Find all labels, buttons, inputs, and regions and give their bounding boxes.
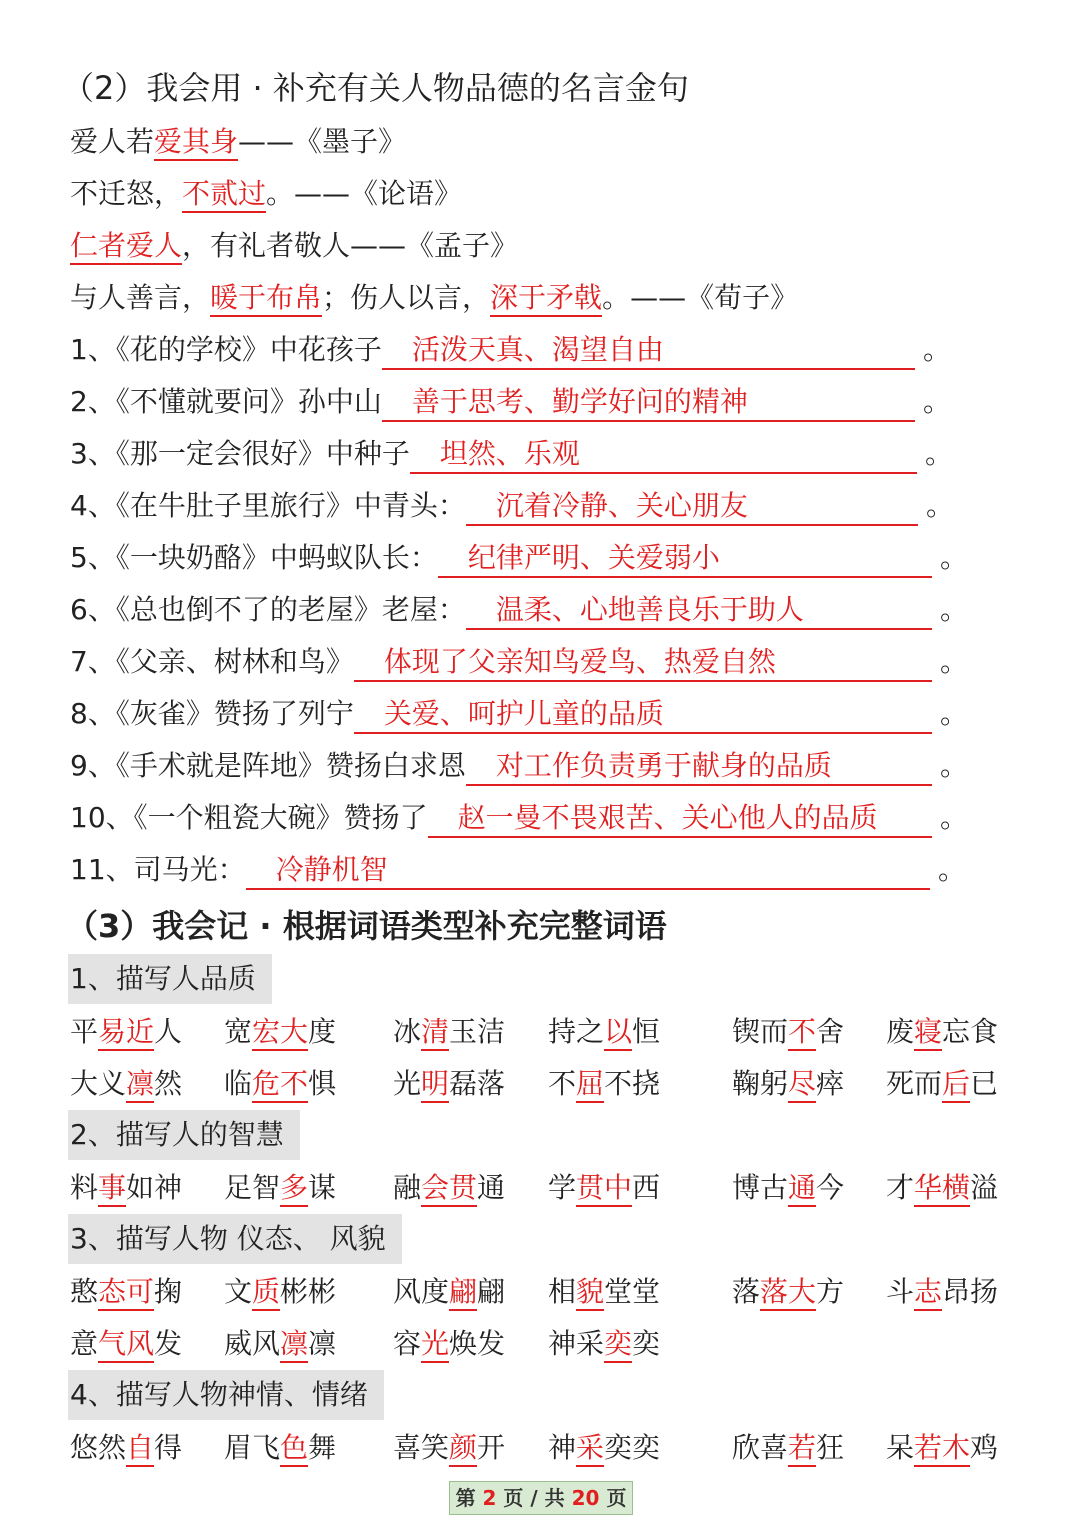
idiom-answer: 宏大 bbox=[252, 1015, 308, 1051]
item-answer: 沉着冷静、关心朋友 bbox=[466, 486, 918, 526]
idiom-given: 舞 bbox=[308, 1431, 337, 1464]
idiom-answer: 气风 bbox=[98, 1327, 154, 1363]
idiom-given: 呆 bbox=[886, 1431, 915, 1464]
idiom-answer: 寝 bbox=[914, 1015, 942, 1051]
period: 。 bbox=[940, 541, 969, 574]
idiom bbox=[393, 1168, 505, 1208]
idiom-given: 玉洁 bbox=[449, 1015, 506, 1048]
idiom-answer: 翩 bbox=[449, 1275, 477, 1311]
idiom bbox=[393, 1064, 505, 1104]
period: 。 bbox=[940, 801, 969, 834]
idiom-given: 堂堂 bbox=[604, 1275, 661, 1308]
idiom-answer: 凛 bbox=[280, 1327, 308, 1363]
item-prompt: 2、《不懂就要问》孙中山 bbox=[70, 385, 382, 418]
idiom-given: 掬 bbox=[154, 1275, 183, 1308]
fill-in-item bbox=[70, 746, 968, 786]
item-prompt: 8、《灰雀》赞扬了列宁 bbox=[70, 697, 354, 730]
idiom-answer: 志 bbox=[914, 1275, 942, 1311]
idiom-given: 光 bbox=[393, 1067, 422, 1100]
idiom-given: 舍 bbox=[816, 1015, 845, 1048]
idiom bbox=[548, 1272, 660, 1312]
idiom-answer: 采 bbox=[576, 1431, 604, 1467]
idiom-given: 大义 bbox=[70, 1067, 127, 1100]
idiom-given: 如神 bbox=[126, 1171, 183, 1204]
idiom bbox=[70, 1012, 182, 1052]
idiom bbox=[393, 1272, 505, 1312]
idiom-given: 彬彬 bbox=[280, 1275, 337, 1308]
idiom-answer: 若 bbox=[788, 1431, 816, 1467]
idiom-answer: 会贯 bbox=[421, 1171, 477, 1207]
idiom-given: 临 bbox=[224, 1067, 253, 1100]
idiom-given: 持之 bbox=[548, 1015, 605, 1048]
idiom-given: 溢 bbox=[970, 1171, 999, 1204]
idiom-given: 奕 bbox=[632, 1327, 661, 1360]
period: 。 bbox=[938, 853, 967, 886]
idiom-given: 憨 bbox=[70, 1275, 99, 1308]
idiom-answer: 尽 bbox=[788, 1067, 816, 1103]
idiom-answer: 态可 bbox=[98, 1275, 154, 1311]
group-header: 2、描写人的智慧 bbox=[68, 1110, 300, 1160]
idiom-given: 奕奕 bbox=[604, 1431, 661, 1464]
item-prompt: 10、《一个粗瓷大碗》赞扬了 bbox=[70, 801, 428, 834]
period: 。 bbox=[923, 333, 952, 366]
idiom-given: 不挠 bbox=[604, 1067, 661, 1100]
idiom-given: 翩 bbox=[477, 1275, 506, 1308]
idiom-answer: 以 bbox=[604, 1015, 632, 1051]
idiom-given: 文 bbox=[224, 1275, 253, 1308]
idiom-given: 宽 bbox=[224, 1015, 253, 1048]
idiom-given: 死而 bbox=[886, 1067, 943, 1100]
idiom bbox=[224, 1428, 336, 1468]
item-prompt: 6、《总也倒不了的老屋》老屋： bbox=[70, 593, 466, 626]
idiom bbox=[548, 1324, 660, 1364]
idiom-given: 欣喜 bbox=[732, 1431, 789, 1464]
idiom-answer: 若木 bbox=[914, 1431, 970, 1467]
idiom-given: 眉飞 bbox=[224, 1431, 281, 1464]
fill-in-item bbox=[70, 642, 968, 682]
idiom-given: 神采 bbox=[548, 1327, 605, 1360]
item-answer: 冷静机智 bbox=[246, 850, 930, 890]
idiom bbox=[548, 1428, 660, 1468]
idiom-given: 凛 bbox=[308, 1327, 337, 1360]
idiom-given: 冰 bbox=[393, 1015, 422, 1048]
idiom-given: 料 bbox=[70, 1171, 99, 1204]
idiom-given: 悠然 bbox=[70, 1431, 127, 1464]
item-prompt: 4、《在牛肚子里旅行》中青头： bbox=[70, 489, 466, 522]
idiom-answer: 不 bbox=[788, 1015, 816, 1051]
idiom-given: 斗 bbox=[886, 1275, 915, 1308]
idiom bbox=[70, 1272, 182, 1312]
idiom-answer: 华横 bbox=[914, 1171, 970, 1207]
idiom-given: 废 bbox=[886, 1015, 915, 1048]
fill-in-item bbox=[70, 382, 951, 422]
answer: 暖于布帛 bbox=[210, 281, 322, 317]
idiom bbox=[886, 1064, 998, 1104]
fill-in-item bbox=[70, 330, 951, 370]
idiom bbox=[732, 1272, 844, 1312]
idiom bbox=[548, 1064, 660, 1104]
idiom-given: 磊落 bbox=[449, 1067, 506, 1100]
quote-line: 与人善言，暖于布帛；伤人以言，深于矛戟。——《荀子》 bbox=[70, 278, 798, 318]
idiom-given: 喜笑 bbox=[393, 1431, 450, 1464]
idiom bbox=[732, 1064, 844, 1104]
page-indicator: 第 2 页 / 共 20 页 bbox=[449, 1481, 633, 1515]
idiom bbox=[70, 1428, 182, 1468]
idiom bbox=[886, 1272, 998, 1312]
idiom bbox=[70, 1064, 182, 1104]
item-answer: 温柔、心地善良乐于助人 bbox=[466, 590, 932, 630]
item-prompt: 7、《父亲、树林和鸟》 bbox=[70, 645, 354, 678]
group-header: 3、描写人物 仪态、 风貌 bbox=[68, 1214, 402, 1264]
idiom-given: 昂扬 bbox=[942, 1275, 999, 1308]
idiom-answer: 易近 bbox=[98, 1015, 154, 1051]
idiom-answer: 落大 bbox=[760, 1275, 816, 1311]
item-answer: 坦然、乐观 bbox=[410, 434, 917, 474]
quote-line: 不迁怒，不贰过。——《论语》 bbox=[70, 174, 462, 214]
idiom bbox=[886, 1168, 998, 1208]
idiom-given: 得 bbox=[154, 1431, 183, 1464]
item-answer: 体现了父亲知鸟爱鸟、热爱自然 bbox=[354, 642, 932, 682]
idiom bbox=[393, 1428, 505, 1468]
idiom-answer: 色 bbox=[280, 1431, 308, 1467]
idiom bbox=[886, 1012, 998, 1052]
idiom-given: 威风 bbox=[224, 1327, 281, 1360]
answer: 深于矛戟 bbox=[490, 281, 602, 317]
idiom-given: 然 bbox=[154, 1067, 183, 1100]
period: 。 bbox=[926, 489, 955, 522]
idiom bbox=[224, 1168, 336, 1208]
fill-in-item bbox=[70, 850, 966, 890]
item-prompt: 9、《手术就是阵地》赞扬白求恩 bbox=[70, 749, 466, 782]
item-answer: 善于思考、勤学好问的精神 bbox=[382, 382, 915, 422]
idiom bbox=[224, 1324, 336, 1364]
idiom-given: 鞠躬 bbox=[732, 1067, 789, 1100]
idiom bbox=[548, 1012, 660, 1052]
idiom bbox=[548, 1168, 660, 1208]
idiom-answer: 危不 bbox=[252, 1067, 308, 1103]
answer: 仁者爱人 bbox=[70, 229, 182, 265]
idiom-given: 博古 bbox=[732, 1171, 789, 1204]
idiom bbox=[224, 1272, 336, 1312]
idiom-given: 焕发 bbox=[449, 1327, 506, 1360]
idiom-given: 容 bbox=[393, 1327, 422, 1360]
idiom-given: 今 bbox=[816, 1171, 845, 1204]
fill-in-item bbox=[70, 590, 968, 630]
idiom-answer: 奕 bbox=[604, 1327, 632, 1363]
idiom-answer: 多 bbox=[280, 1171, 308, 1207]
idiom-answer: 贯中 bbox=[576, 1171, 632, 1207]
idiom bbox=[70, 1324, 182, 1364]
fill-in-item bbox=[70, 798, 968, 838]
idiom bbox=[732, 1428, 844, 1468]
quote-line: 仁者爱人，有礼者敬人——《孟子》 bbox=[70, 226, 518, 266]
idiom bbox=[70, 1168, 182, 1208]
item-prompt: 11、司马光： bbox=[70, 853, 246, 886]
idiom-answer: 凛 bbox=[126, 1067, 154, 1103]
item-answer: 关爱、呵护儿童的品质 bbox=[354, 694, 932, 734]
idiom bbox=[224, 1012, 336, 1052]
fill-in-item bbox=[70, 434, 953, 474]
idiom-given: 神 bbox=[548, 1431, 577, 1464]
idiom-given: 忘食 bbox=[942, 1015, 999, 1048]
answer: 爱其身 bbox=[154, 125, 238, 161]
item-answer: 赵一曼不畏艰苦、关心他人的品质 bbox=[428, 798, 932, 838]
idiom-given: 人 bbox=[154, 1015, 183, 1048]
period: 。 bbox=[940, 749, 969, 782]
idiom-given: 不 bbox=[548, 1067, 577, 1100]
idiom-answer: 事 bbox=[98, 1171, 126, 1207]
section3-title: （3）我会记 · 根据词语类型补充完整词语 bbox=[66, 907, 667, 945]
idiom-given: 平 bbox=[70, 1015, 99, 1048]
idiom-answer: 质 bbox=[252, 1275, 280, 1311]
idiom-answer: 颜 bbox=[449, 1431, 477, 1467]
item-prompt: 3、《那一定会很好》中种子 bbox=[70, 437, 410, 470]
period: 。 bbox=[940, 697, 969, 730]
period: 。 bbox=[925, 437, 954, 470]
idiom-answer: 屈 bbox=[576, 1067, 604, 1103]
idiom-answer: 光 bbox=[421, 1327, 449, 1363]
idiom-answer: 后 bbox=[942, 1067, 970, 1103]
item-prompt: 1、《花的学校》中花孩子 bbox=[70, 333, 382, 366]
idiom bbox=[732, 1168, 844, 1208]
idiom-given: 通 bbox=[477, 1171, 506, 1204]
idiom-given: 西 bbox=[632, 1171, 661, 1204]
idiom-given: 风度 bbox=[393, 1275, 450, 1308]
idiom bbox=[732, 1012, 844, 1052]
period: 。 bbox=[940, 645, 969, 678]
idiom-given: 度 bbox=[308, 1015, 337, 1048]
item-answer: 对工作负责勇于献身的品质 bbox=[466, 746, 932, 786]
group-header: 1、描写人品质 bbox=[68, 954, 272, 1004]
idiom-given: 方 bbox=[816, 1275, 845, 1308]
item-answer: 纪律严明、关爱弱小 bbox=[438, 538, 932, 578]
idiom-given: 惧 bbox=[308, 1067, 337, 1100]
idiom-given: 落 bbox=[732, 1275, 761, 1308]
item-prompt: 5、《一块奶酪》中蚂蚁队长： bbox=[70, 541, 438, 574]
idiom-answer: 清 bbox=[421, 1015, 449, 1051]
idiom-given: 意 bbox=[70, 1327, 99, 1360]
idiom-given: 才 bbox=[886, 1171, 915, 1204]
idiom-given: 足智 bbox=[224, 1171, 281, 1204]
idiom-answer: 通 bbox=[788, 1171, 816, 1207]
idiom-given: 恒 bbox=[632, 1015, 661, 1048]
idiom-given: 发 bbox=[154, 1327, 183, 1360]
fill-in-item bbox=[70, 486, 954, 526]
idiom bbox=[224, 1064, 336, 1104]
idiom-given: 学 bbox=[548, 1171, 577, 1204]
answer: 不贰过 bbox=[182, 177, 266, 213]
fill-in-item bbox=[70, 694, 968, 734]
idiom-given: 狂 bbox=[816, 1431, 845, 1464]
idiom-answer: 明 bbox=[421, 1067, 449, 1103]
idiom-given: 锲而 bbox=[732, 1015, 789, 1048]
item-answer: 活泼天真、渴望自由 bbox=[382, 330, 915, 370]
idiom-given: 已 bbox=[970, 1067, 999, 1100]
period: 。 bbox=[940, 593, 969, 626]
idiom bbox=[393, 1324, 505, 1364]
idiom-given: 谋 bbox=[308, 1171, 337, 1204]
idiom bbox=[886, 1428, 998, 1468]
idiom-given: 瘁 bbox=[816, 1067, 845, 1100]
quote-line: 爱人若爱其身——《墨子》 bbox=[70, 122, 406, 162]
idiom-answer: 貌 bbox=[576, 1275, 604, 1311]
idiom-answer: 自 bbox=[126, 1431, 154, 1467]
idiom-given: 开 bbox=[477, 1431, 506, 1464]
period: 。 bbox=[923, 385, 952, 418]
section2-title: （2）我会用 · 补充有关人物品德的名言金句 bbox=[62, 69, 689, 107]
fill-in-item bbox=[70, 538, 968, 578]
idiom-given: 鸡 bbox=[970, 1431, 999, 1464]
idiom-given: 融 bbox=[393, 1171, 422, 1204]
group-header: 4、描写人物神情、情绪 bbox=[68, 1370, 384, 1420]
idiom bbox=[393, 1012, 505, 1052]
idiom-given: 相 bbox=[548, 1275, 577, 1308]
